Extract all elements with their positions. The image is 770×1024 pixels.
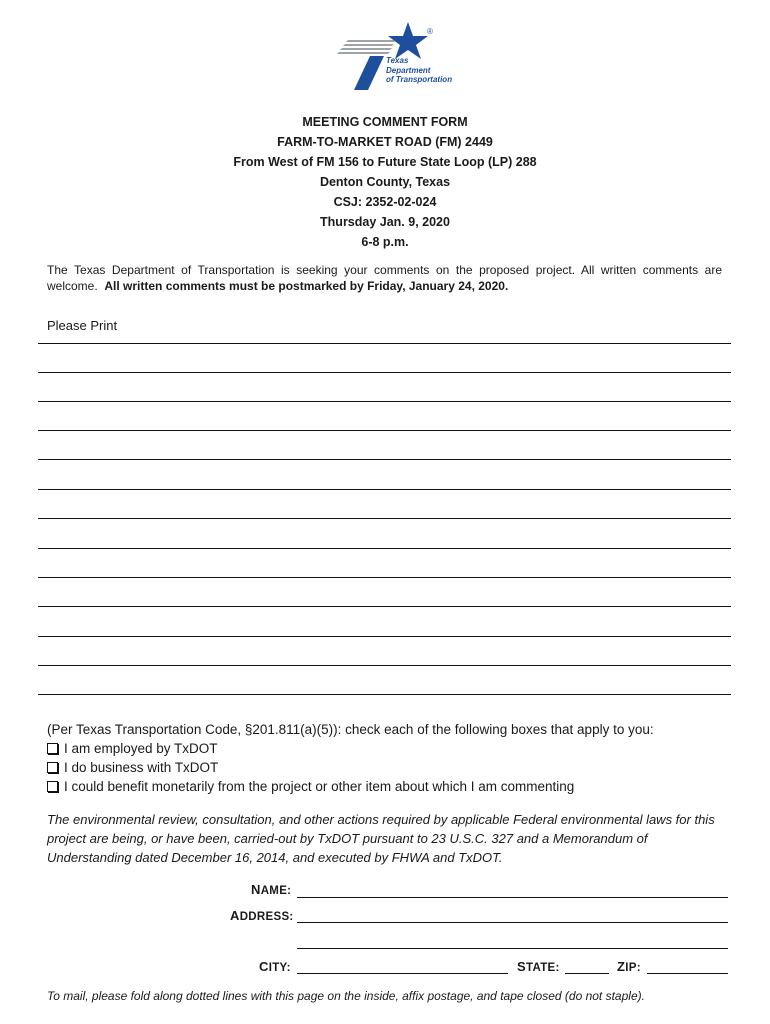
registered-mark: ®	[427, 27, 433, 36]
name-field[interactable]	[297, 897, 728, 898]
comment-line[interactable]	[38, 430, 731, 431]
please-print-label: Please Print	[47, 318, 118, 333]
checkbox-label: I do business with TxDOT	[64, 760, 219, 775]
postmark-deadline: All written comments must be postmarked by Friday, January 24, 2020.	[104, 279, 509, 293]
project-limits: From West of FM 156 to Future State Loop (LP) 288	[233, 155, 537, 169]
logo-line: Texas	[386, 56, 409, 65]
logo-text	[386, 56, 452, 85]
logo-line: Department	[386, 65, 431, 75]
checkbox-row[interactable]	[47, 739, 654, 758]
zip-label: ZIP:	[617, 959, 641, 974]
disclosure-lead: (Per Texas Transportation Code, §201.811(a)(5)): check each of the following boxes that apply to you:	[47, 722, 654, 737]
comment-line[interactable]	[38, 694, 731, 695]
checkbox-label: I am employed by TxDOT	[64, 741, 218, 756]
comment-line[interactable]	[38, 372, 731, 373]
address-field[interactable]	[297, 922, 728, 923]
comment-line[interactable]	[38, 518, 731, 519]
comment-line[interactable]	[38, 606, 731, 607]
comment-line[interactable]	[38, 489, 731, 490]
comment-line[interactable]	[38, 343, 731, 344]
meeting-date: Thursday Jan. 9, 2020	[320, 215, 450, 229]
form-header	[0, 112, 770, 252]
state-label: STATE:	[517, 959, 560, 974]
logo-line: of Transportation	[386, 75, 453, 84]
checkbox[interactable]	[47, 743, 58, 754]
checkbox-row[interactable]	[47, 758, 654, 777]
address-field-line2[interactable]	[297, 948, 728, 949]
project-name: FARM-TO-MARKET ROAD (FM) 2449	[277, 135, 493, 149]
comment-line[interactable]	[38, 459, 731, 460]
city-label: CITY:	[259, 959, 291, 974]
comment-line[interactable]	[38, 577, 731, 578]
comment-line[interactable]	[38, 401, 731, 402]
checkbox[interactable]	[47, 762, 58, 773]
checkbox[interactable]	[47, 781, 58, 792]
city-field[interactable]	[297, 973, 508, 974]
address-label: ADDRESS:	[230, 908, 294, 923]
comment-line[interactable]	[38, 665, 731, 666]
intro-paragraph	[47, 262, 722, 294]
mailing-instructions: To mail, please fold along dotted lines with this page on the inside, affix postage, and tape closed (do not staple).	[47, 989, 645, 1003]
csj: CSJ: 2352-02-024	[333, 195, 437, 209]
checkbox-label: I could benefit monetarily from the project or other item about which I am commenting	[64, 779, 575, 794]
comment-line[interactable]	[38, 548, 731, 549]
county: Denton County, Texas	[319, 175, 451, 189]
disclosure-section	[47, 720, 654, 796]
checkbox-row[interactable]	[47, 777, 654, 796]
meeting-time: 6-8 p.m.	[361, 235, 409, 249]
intro-text: The Texas Department of Transportation is seeking your comments on the proposed project. All written comments are welcome.	[47, 263, 722, 293]
zip-field[interactable]	[647, 973, 728, 974]
environmental-statement: The environmental review, consultation, and other actions required by applicable Federal environmental laws for this project are being, or have been, carried-out by TxDOT pursuant to 23 U.S.C. 327 and a Memorandum of Understanding dated December 16, 2014, and executed by FHWA and TxDOT.	[47, 812, 715, 865]
comment-line[interactable]	[38, 636, 731, 637]
form-title: MEETING COMMENT FORM	[302, 115, 468, 129]
state-field[interactable]	[565, 973, 609, 974]
name-label: NAME:	[251, 882, 292, 897]
